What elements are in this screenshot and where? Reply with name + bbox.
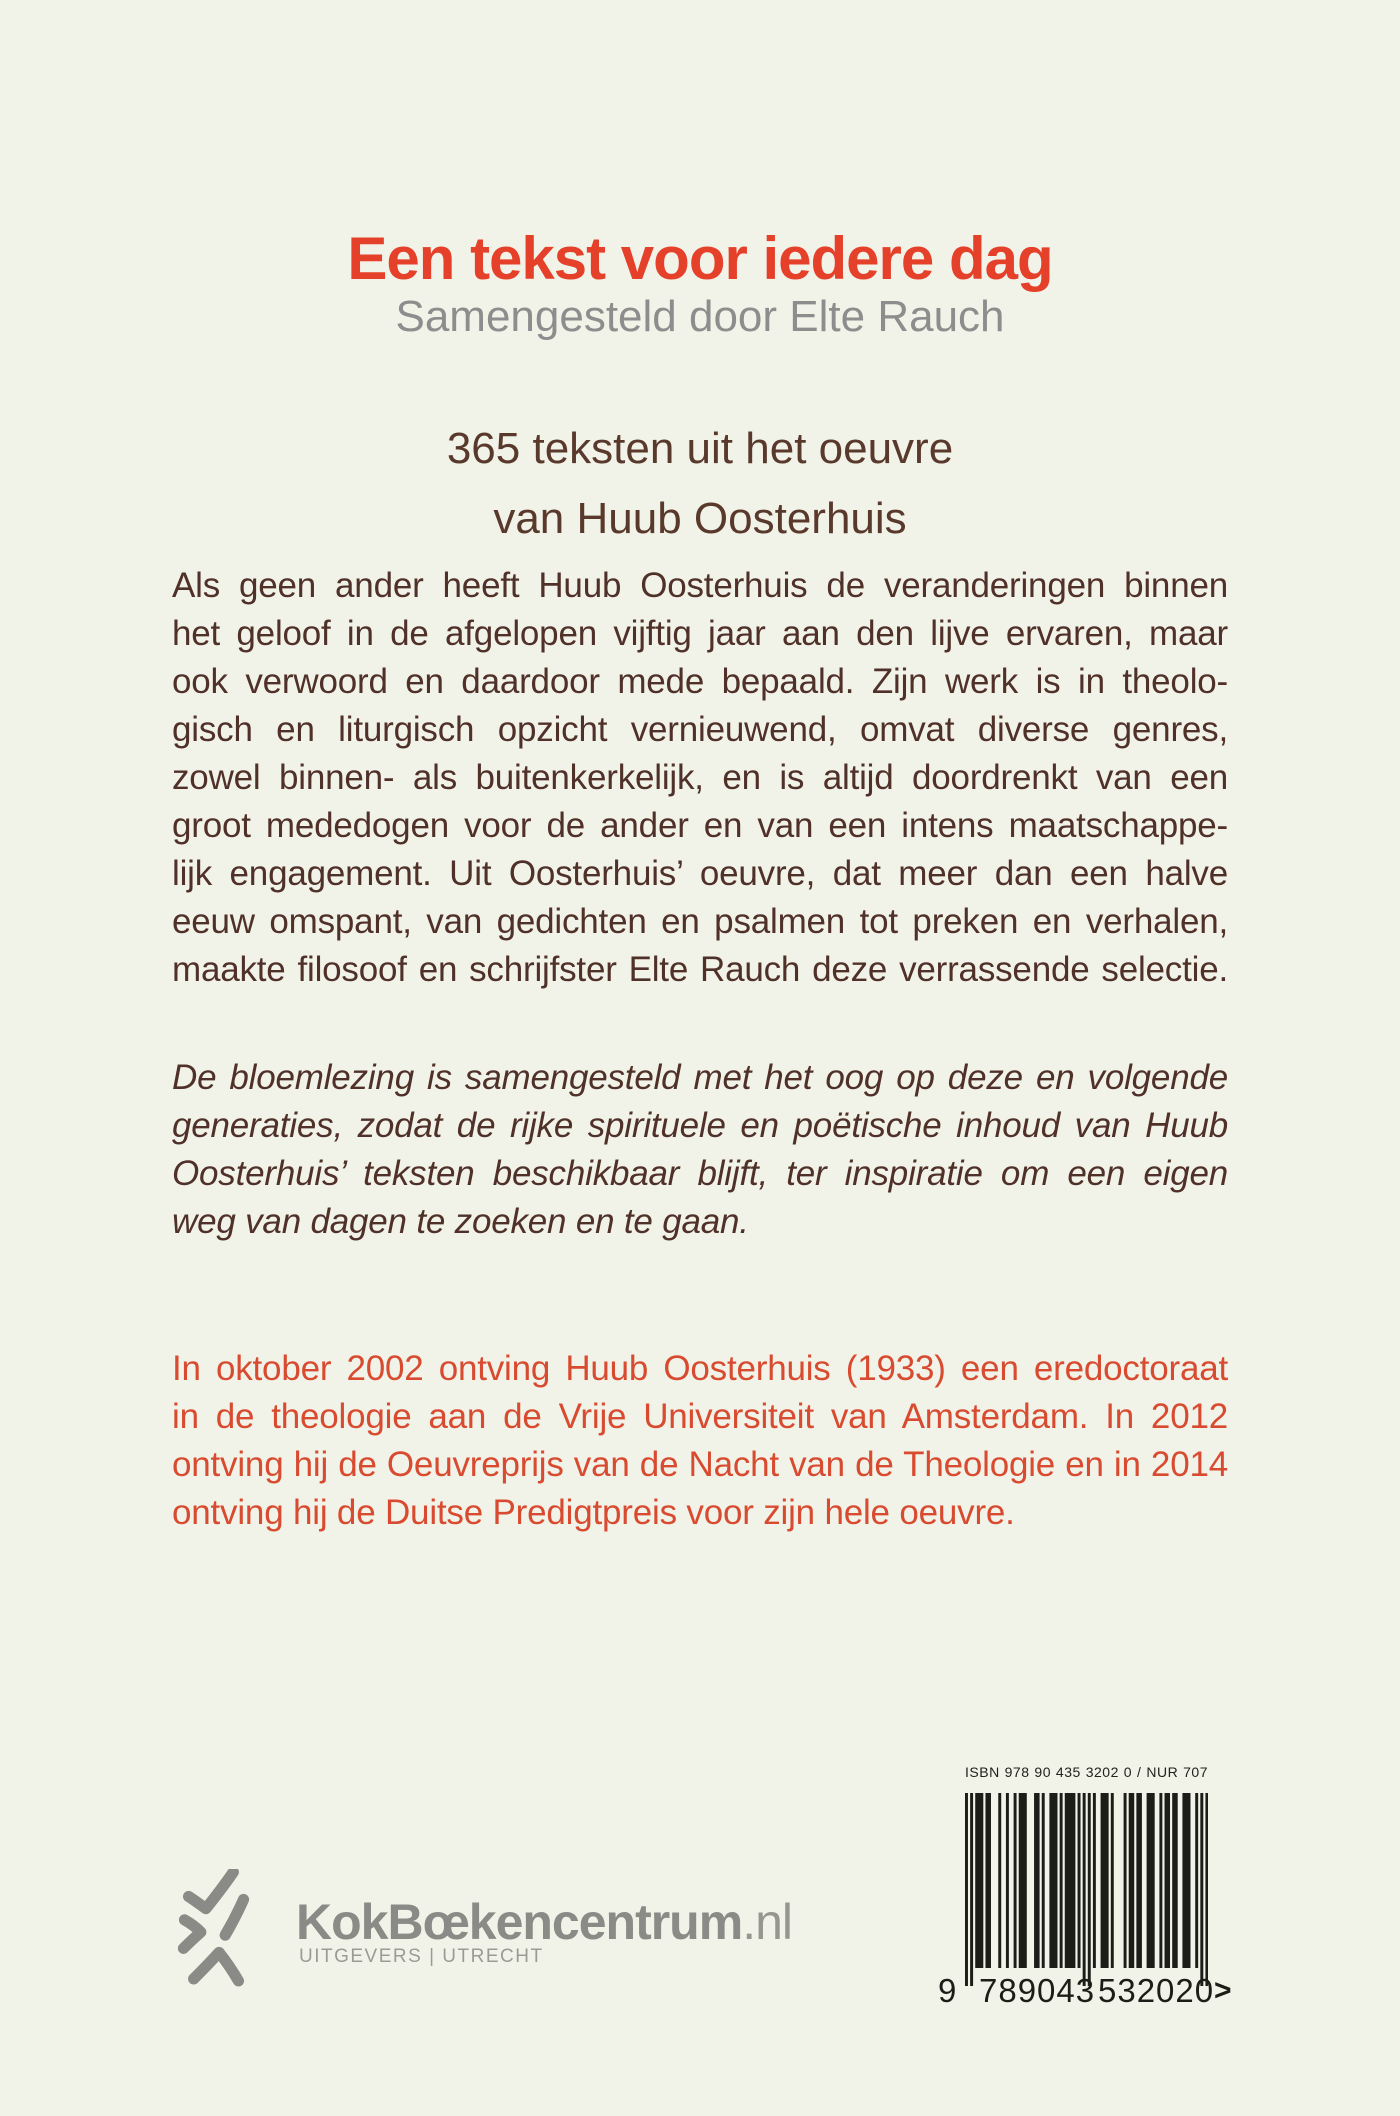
bio-line: ontving hij de Duitse Predigtpreis voor zijn hele oeuvre. — [172, 1493, 1015, 1532]
intro-line: gisch en liturgisch opzicht vernieuwend, omvat diverse genres, — [172, 710, 1228, 749]
intro-line: eeuw omspant, van gedichten en psalmen tot preken en verhalen, — [172, 902, 1228, 941]
quote-paragraph — [172, 1054, 1228, 1246]
book-subtitle: Samengesteld door Elte Rauch — [395, 292, 1005, 341]
book-tagline-heading — [0, 414, 1400, 554]
intro-line: Als geen ander heeft Huub Oosterhuis de veranderingen binnen — [172, 566, 1228, 605]
publisher-name-main: KokBœkencentrum — [296, 1894, 743, 1950]
heading-line-2: van Huub Oosterhuis — [493, 494, 907, 543]
quote-line: De bloemlezing is samengesteld met het oog op deze en volgende — [172, 1058, 1228, 1097]
intro-line: het geloof in de afgelopen vijftig jaar aan den lijve ervaren, maar — [172, 614, 1228, 653]
publisher-name — [296, 1893, 792, 1951]
barcode-digit-lead: 9 — [938, 1972, 957, 2009]
barcode-digits-right: 532020 — [1098, 1972, 1215, 2009]
bio-paragraph — [172, 1345, 1228, 1537]
intro-line: zowel binnen- als buitenkerkelijk, en is altijd doordrenkt van een — [172, 758, 1228, 797]
quote-line: generaties, zodat de rijke spirituele en poëtische inhoud van Huub — [172, 1106, 1228, 1145]
quote-line: Oosterhuis’ teksten beschikbaar blijft, ter inspiratie om een eigen — [172, 1154, 1228, 1193]
heading-line-1: 365 teksten uit het oeuvre — [446, 424, 954, 473]
bio-line: in de theologie aan de Vrije Universiteit van Amsterdam. In 2012 — [172, 1397, 1228, 1436]
intro-line: groot mededogen voor de ander en van een intens maatschappe- — [172, 806, 1228, 845]
intro-paragraph — [172, 562, 1228, 994]
publisher-tagline: UITGEVERS | UTRECHT — [299, 1946, 544, 1967]
publisher-logo-icon — [176, 1869, 250, 1987]
barcode-digits-left: 789043 — [979, 1972, 1096, 2009]
publisher-name-suffix: .nl — [742, 1894, 792, 1950]
barcode — [965, 1793, 1208, 1986]
intro-line: ook verwoord en daardoor mede bepaald. Zijn werk is in theolo- — [172, 662, 1228, 701]
intro-line: maakte filosoof en schrijfster Elte Rauch deze verrassende selectie. — [172, 950, 1228, 989]
book-title: Een tekst voor iedere dag — [347, 225, 1053, 292]
intro-line: lijk engagement. Uit Oosterhuis’ oeuvre, dat meer dan een halve — [172, 854, 1228, 893]
barcode-end-mark: > — [1214, 1974, 1232, 2007]
bio-line: In oktober 2002 ontving Huub Oosterhuis (1933) een eredoctoraat — [172, 1349, 1228, 1388]
bio-line: ontving hij de Oeuvreprijs van de Nacht van de Theologie en in 2014 — [172, 1445, 1228, 1484]
isbn-label: ISBN 978 90 435 3202 0 / NUR 707 — [965, 1764, 1208, 1780]
quote-line: weg van dagen te zoeken en te gaan. — [172, 1202, 749, 1241]
